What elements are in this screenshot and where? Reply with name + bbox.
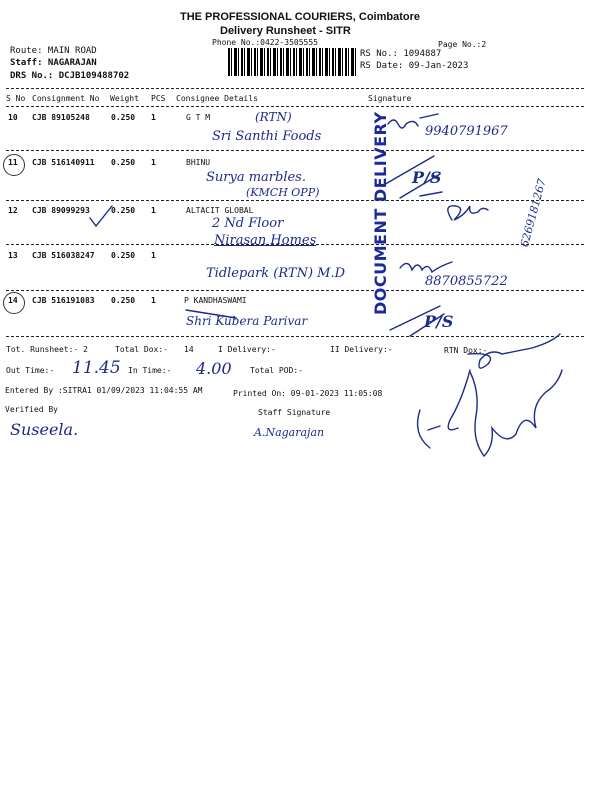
printed-on: Printed On: 09-01-2023 11:05:08 <box>233 389 383 398</box>
col-header-signature: Signature <box>368 94 412 103</box>
divider <box>6 244 584 245</box>
pod-mark: P/S <box>424 312 454 331</box>
signature-stroke <box>448 206 488 220</box>
out-time-label: Out Time:- <box>6 366 55 375</box>
staff-signature: A.Nagarajan <box>254 426 325 439</box>
row-sno: 13 <box>8 251 18 260</box>
row-pcs: 1 <box>151 206 156 215</box>
rs-number: RS No.: 1094887 <box>360 49 442 59</box>
row-pcs: 1 <box>151 113 156 122</box>
divider <box>6 88 584 89</box>
row-weight: 0.250 <box>111 158 136 167</box>
row-pcs: 1 <box>151 296 156 305</box>
col-header-sno: S No <box>6 94 26 103</box>
row-consignment: CJB 516140911 <box>32 158 95 167</box>
company-name: THE PROFESSIONAL COURIERS, Coimbatore <box>180 11 420 23</box>
row-weight: 0.250 <box>111 296 136 305</box>
handwritten-phone: 6269181267 <box>518 177 549 249</box>
total-runsheet: Tot. Runsheet:- 2 <box>6 345 88 354</box>
handwritten-phone: 8870855722 <box>425 274 508 289</box>
entered-by: Entered By :SITRA1 01/09/2023 11:04:55 AM <box>5 386 203 395</box>
divider <box>6 290 584 291</box>
row-sno: 12 <box>8 206 18 215</box>
signature-stroke <box>470 370 562 456</box>
row-weight: 0.250 <box>111 113 136 122</box>
in-time-label: In Time:- <box>128 366 172 375</box>
col-header-consignment: Consignment No <box>32 94 100 103</box>
handwritten-note: (KMCH OPP) <box>246 186 320 199</box>
divider <box>6 200 584 201</box>
barcode <box>228 48 356 76</box>
pod-mark: P/S <box>412 168 442 187</box>
row-consignee: BHINU <box>186 158 211 167</box>
divider <box>6 106 584 107</box>
row-consignee: P KANDHASWAMI <box>184 296 247 305</box>
col-header-consignee: Consignee Details <box>176 94 258 103</box>
drs-number: DRS No.: DCJB109488702 <box>10 71 130 81</box>
row-consignment: CJB 89099293 <box>32 206 90 215</box>
row-consignee: G T M <box>186 113 211 122</box>
row-sno: 14 <box>8 296 18 305</box>
col-header-pcs: PCS <box>151 94 166 103</box>
row-sno: 10 <box>8 113 18 122</box>
verified-by-label: Verified By <box>5 405 58 414</box>
document-title: Delivery Runsheet - SITR <box>220 25 351 37</box>
page-number: Page No.:2 <box>438 40 487 49</box>
row-weight: 0.250 <box>111 206 136 215</box>
staff-signature-label: Staff Signature <box>258 408 331 417</box>
handwritten-address: Nirasan Homes <box>214 233 317 248</box>
staff: Staff: NAGARAJAN <box>10 58 97 68</box>
col-header-weight: Weight <box>110 94 139 103</box>
signature-stroke <box>400 262 452 272</box>
ii-delivery: II Delivery:- <box>330 345 393 354</box>
row-consignment: CJB 89105248 <box>32 113 90 122</box>
row-consignment: CJB 516191083 <box>32 296 95 305</box>
route: Route: MAIN ROAD <box>10 46 97 56</box>
row-pcs: 1 <box>151 158 156 167</box>
out-time-value: 11.45 <box>72 358 121 378</box>
in-time-value: 4.00 <box>196 359 232 378</box>
verified-signature: Suseela. <box>10 420 79 439</box>
row-consignee: ALTACIT GLOBAL <box>186 206 254 215</box>
row-pcs: 1 <box>151 251 156 260</box>
divider <box>6 336 584 337</box>
row-consignment: CJB 516038247 <box>32 251 95 260</box>
i-delivery: I Delivery:- <box>218 345 276 354</box>
check-mark <box>90 206 112 226</box>
rs-date: RS Date: 09-Jan-2023 <box>360 61 469 71</box>
total-dox-label: Total Dox:- <box>115 345 168 354</box>
document-delivery-stamp: DOCUMENT DELIVERY <box>371 111 390 315</box>
handwritten-note: (RTN) <box>255 110 292 124</box>
rtn-dox: RTN Dox:- <box>444 346 488 355</box>
handwritten-address: Sri Santhi Foods <box>212 129 322 144</box>
handwritten-address: 2 Nd Floor <box>212 216 284 231</box>
phone-number: Phone No.:0422-3505555 <box>212 38 318 47</box>
divider <box>6 150 584 151</box>
row-sno: 11 <box>8 158 18 167</box>
slash-stroke <box>420 192 442 196</box>
total-dox-value: 14 <box>184 345 194 354</box>
handwritten-address: Surya marbles. <box>206 170 306 185</box>
handwritten-address: Tidlepark (RTN) M.D <box>206 266 346 281</box>
total-pod: Total POD:- <box>250 366 303 375</box>
signature-stroke <box>418 410 440 448</box>
handwritten-phone: 9940791967 <box>425 124 508 139</box>
row-weight: 0.250 <box>111 251 136 260</box>
handwritten-address: Shri Kubera Parivar <box>186 314 308 328</box>
